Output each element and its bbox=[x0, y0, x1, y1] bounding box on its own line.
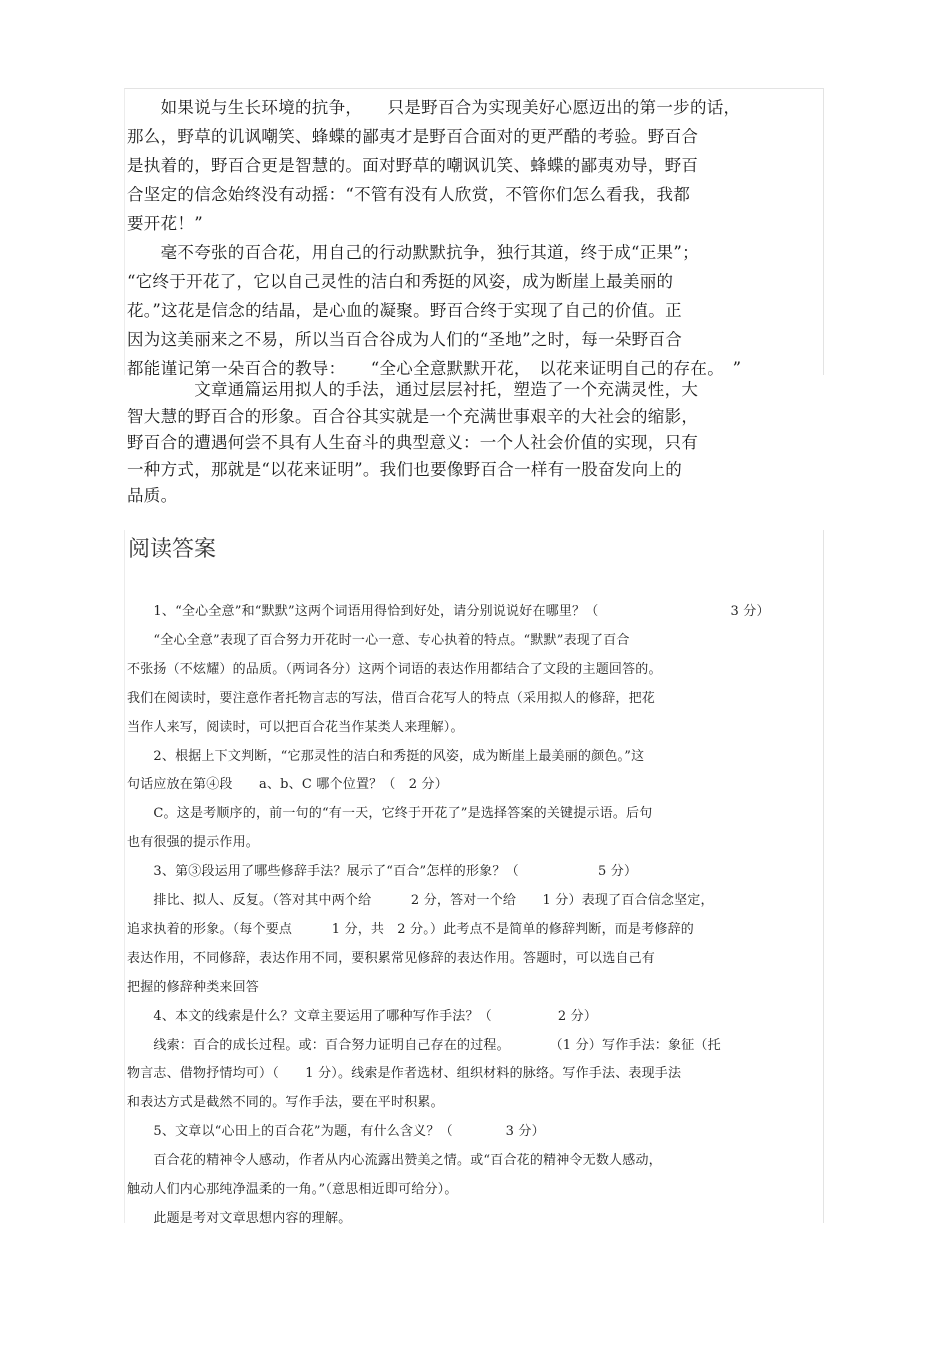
answer-line: 触动人们内心那纯净温柔的一角。”（意思相近即可给分）。 bbox=[127, 1182, 458, 1197]
answer-line: 物言志、借物抒情均可）（ 1 分）。线索是作者选材、组织材料的脉络。写作手法、表现手法 bbox=[127, 1066, 682, 1082]
passage-line: 都能谨记第一朵百合的教导： “全心全意默默开花， 以花来证明自己的存在。 ” bbox=[127, 359, 742, 378]
answer-line: 把握的修辞种类来回答 bbox=[127, 979, 260, 995]
analysis-line: 野百合的遭遇何尝不具有人生奋斗的典型意义：一个人社会价值的实现，只有 bbox=[127, 433, 699, 452]
answer-line: 表达作用，不同修辞，表达作用不同，要积累常见修辞的表达作用。答题时，可以选自己有 bbox=[127, 950, 656, 966]
passage-line: 那么，野草的讥讽嘲笑、蜂蝶的鄙夷才是野百合面对的更严酷的考验。野百合 bbox=[127, 127, 699, 146]
answer-line: 追求执着的形象。（每个要点 1 分，共 2 分。）此考点不是简单的修辞判断，而是考修辞的 bbox=[127, 921, 695, 937]
analysis-line: 文章通篇运用拟人的手法，通过层层衬托，塑造了一个充满灵性，大 bbox=[127, 380, 699, 399]
answer-line: 句话应放在第④段 a、b、C 哪个位置？（ 2 分） bbox=[127, 777, 448, 793]
answer-line: 百合花的精神令人感动，作者从内心流露出赞美之情。或“百合花的精神令无数人感动， bbox=[127, 1153, 662, 1169]
passage-line: 要开花！” bbox=[127, 214, 203, 233]
passage-line: 花。”这花是信念的结晶，是心血的凝聚。野百合终于实现了自己的价值。正 bbox=[127, 301, 682, 320]
analysis-line: 一种方式，那就是“以花来证明”。我们也要像野百合一样有一股奋发向上的 bbox=[127, 459, 683, 479]
answer-line: C。这是考顺序的，前一句的“有一天，它终于开花了”是选择答案的关键提示语。后句 bbox=[127, 806, 653, 822]
answer-line: 此题是考对文章思想内容的理解。 bbox=[127, 1210, 352, 1226]
answer-line: 不张扬（不炫耀）的品质。（两词各分）这两个词语的表达作用都结合了文段的主题回答的。 bbox=[127, 661, 662, 677]
passage-line: 如果说与生长环境的抗争， 只是野百合为实现美好心愿迈出的第一步的话， bbox=[127, 98, 741, 117]
passage-line: “它终于开花了，它以自己灵性的洁白和秀挺的风姿，成为断崖上最美丽的 bbox=[127, 272, 674, 291]
answer-line: “全心全意”表现了百合努力开花时一心一意、专心执着的特点。“默默”表现了百合 bbox=[127, 632, 630, 648]
answer-line: 1、“全心全意”和“默默”这两个词语用得恰到好处，请分别说说好在哪里？（ 3 分） bbox=[127, 604, 770, 619]
answer-line: 4、本文的线索是什么？文章主要运用了哪种写作手法？（ 2 分） bbox=[127, 1008, 598, 1024]
answer-line: 排比、拟人、反复。（答对其中两个给 2 分，答对一个给 1 分）表现了百合信念坚定， bbox=[127, 893, 714, 908]
analysis-line: 品质。 bbox=[127, 486, 178, 505]
answer-line: 3、第③段运用了哪些修辞手法？展示了“百合”怎样的形象？（ 5 分） bbox=[127, 864, 638, 880]
answer-line: 也有很强的提示作用。 bbox=[127, 835, 260, 851]
passage-line: 合坚定的信念始终没有动摇：“不管有没有人欣赏，不管你们怎么看我，我都 bbox=[127, 185, 691, 204]
passage-line: 因为这美丽来之不易，所以当百合谷成为人们的“圣地”之时，每一朵野百合 bbox=[127, 330, 683, 349]
answer-line: 5、文章以“心田上的百合花”为题，有什么含义？（ 3 分） bbox=[127, 1124, 545, 1140]
answer-line: 当作人来写，阅读时，可以把百合花当作某类人来理解）。 bbox=[127, 719, 464, 735]
answer-line: 2、根据上下文判断，“它那灵性的洁白和秀挺的风姿，成为断崖上最美丽的颜色。”这 bbox=[127, 748, 645, 764]
analysis-line: 智大慧的野百合的形象。百合谷其实就是一个充满世事艰辛的大社会的缩影， bbox=[127, 406, 699, 426]
answers-heading: 阅读答案 bbox=[128, 537, 217, 562]
answer-line: 线索：百合的成长过程。或：百合努力证明自己存在的过程。 （1 分）写作手法：象征（托 bbox=[127, 1037, 721, 1053]
answer-line: 我们在阅读时，要注意作者托物言志的写法，借百合花写人的特点（采用拟人的修辞，把花 bbox=[127, 690, 656, 706]
passage-line: 毫不夸张的百合花，用自己的行动默默抗争，独行其道，终于成“正果”； bbox=[127, 243, 699, 262]
passage-line: 是执着的，野百合更是智慧的。面对野草的嘲讽讥笑、蜂蝶的鄙夷劝导，野百 bbox=[127, 156, 699, 175]
answer-line: 和表达方式是截然不同的。写作手法，要在平时积累。 bbox=[127, 1095, 444, 1111]
